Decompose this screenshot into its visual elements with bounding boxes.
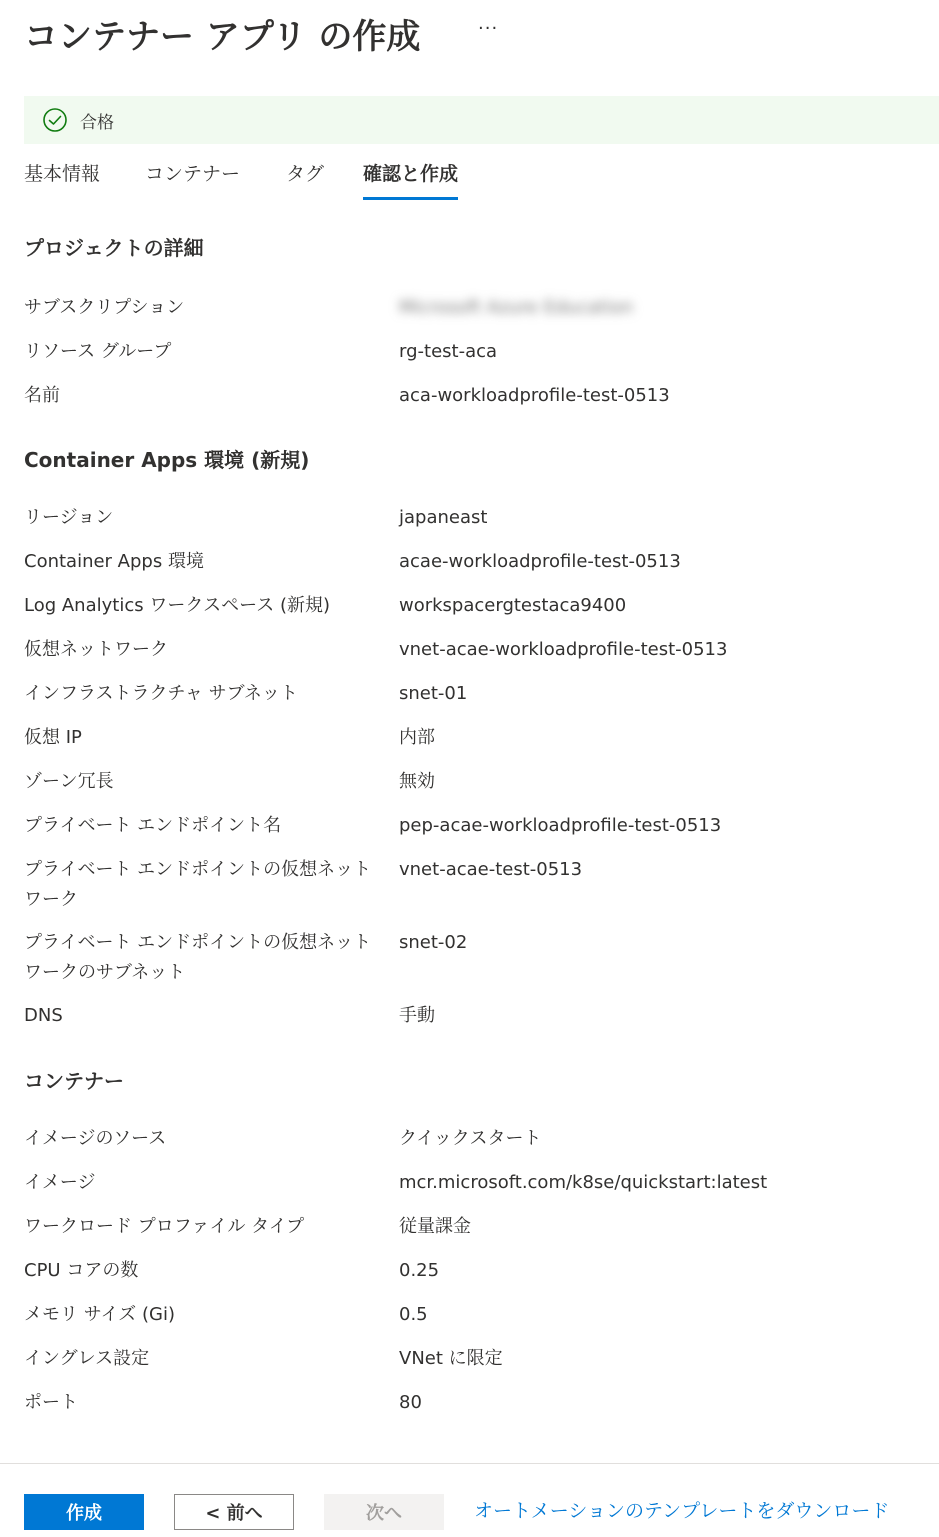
detail-value: acae-workloadprofile-test-0513 xyxy=(399,551,681,572)
detail-label: インフラストラクチャ サブネット xyxy=(24,683,298,704)
detail-label: プライベート エンドポイントの仮想ネットワークのサブネット xyxy=(24,932,372,983)
detail-value: VNet に限定 xyxy=(399,1348,503,1369)
detail-value: 内部 xyxy=(399,727,435,748)
detail-value: snet-01 xyxy=(399,683,468,704)
detail-value: aca-workloadprofile-test-0513 xyxy=(399,385,670,406)
detail-value: vnet-acae-workloadprofile-test-0513 xyxy=(399,639,728,660)
detail-value: vnet-acae-test-0513 xyxy=(399,859,583,880)
tab-container[interactable]: コンテナー xyxy=(145,163,241,185)
detail-label: サブスクリプション xyxy=(24,297,185,318)
check-circle-icon xyxy=(42,107,68,133)
subscription-value: Microsoft Azure Education xyxy=(399,297,634,318)
detail-value: 0.25 xyxy=(399,1260,440,1281)
tab-review-create[interactable]: 確認と作成 xyxy=(363,156,458,200)
page-title: コンテナー アプリ の作成 xyxy=(24,16,421,57)
detail-label: プライベート エンドポイント名 xyxy=(24,815,282,836)
detail-label: 仮想ネットワーク xyxy=(24,639,168,660)
download-template-link[interactable]: オートメーションのテンプレートをダウンロード xyxy=(474,1500,890,1522)
detail-label: リソース グループ xyxy=(24,341,172,362)
section-title-project: プロジェクトの詳細 xyxy=(24,236,204,260)
detail-value: workspacergtestaca9400 xyxy=(399,595,627,616)
section-title-container: コンテナー xyxy=(24,1069,124,1093)
more-options-button[interactable]: ··· xyxy=(478,18,499,39)
detail-value: 手動 xyxy=(399,1005,435,1026)
detail-label: Container Apps 環境 xyxy=(24,551,204,572)
detail-label: イメージのソース xyxy=(24,1128,167,1149)
detail-label: プライベート エンドポイントの仮想ネットワーク xyxy=(24,859,372,910)
detail-label: ポート xyxy=(24,1392,78,1413)
previous-button[interactable]: < 前へ xyxy=(174,1494,294,1530)
detail-label: CPU コアの数 xyxy=(24,1260,139,1281)
detail-value: 0.5 xyxy=(399,1304,428,1325)
detail-value: 無効 xyxy=(399,771,435,792)
detail-value: mcr.microsoft.com/k8se/quickstart:latest xyxy=(399,1172,768,1193)
footer-divider xyxy=(0,1463,939,1464)
tab-basics[interactable]: 基本情報 xyxy=(24,163,101,185)
detail-value: rg-test-aca xyxy=(399,341,498,362)
validation-status-text: 合格 xyxy=(80,112,114,133)
detail-label: 名前 xyxy=(24,385,60,406)
detail-value: 80 xyxy=(399,1392,422,1413)
next-button: 次へ xyxy=(324,1494,444,1530)
detail-label: ゾーン冗長 xyxy=(24,771,114,792)
page-title-row xyxy=(24,8,420,58)
detail-value: pep-acae-workloadprofile-test-0513 xyxy=(399,815,722,836)
detail-label: メモリ サイズ (Gi) xyxy=(24,1304,175,1325)
detail-label: ワークロード プロファイル タイプ xyxy=(24,1216,305,1237)
validation-banner xyxy=(24,96,939,144)
section-title-environment: Container Apps 環境 (新規) xyxy=(24,448,310,472)
detail-label: リージョン xyxy=(24,507,114,528)
create-button[interactable]: 作成 xyxy=(24,1494,144,1530)
detail-label: イメージ xyxy=(24,1172,96,1193)
detail-label: DNS xyxy=(24,1005,63,1026)
detail-value: クイックスタート xyxy=(399,1128,542,1149)
detail-value: snet-02 xyxy=(399,932,468,953)
detail-label: 仮想 IP xyxy=(24,727,82,748)
tab-tags[interactable]: タグ xyxy=(286,163,325,185)
detail-label: イングレス設定 xyxy=(24,1348,150,1369)
detail-value: 従量課金 xyxy=(399,1216,471,1237)
detail-value: japaneast xyxy=(399,507,488,528)
detail-label: Log Analytics ワークスペース (新規) xyxy=(24,595,331,616)
